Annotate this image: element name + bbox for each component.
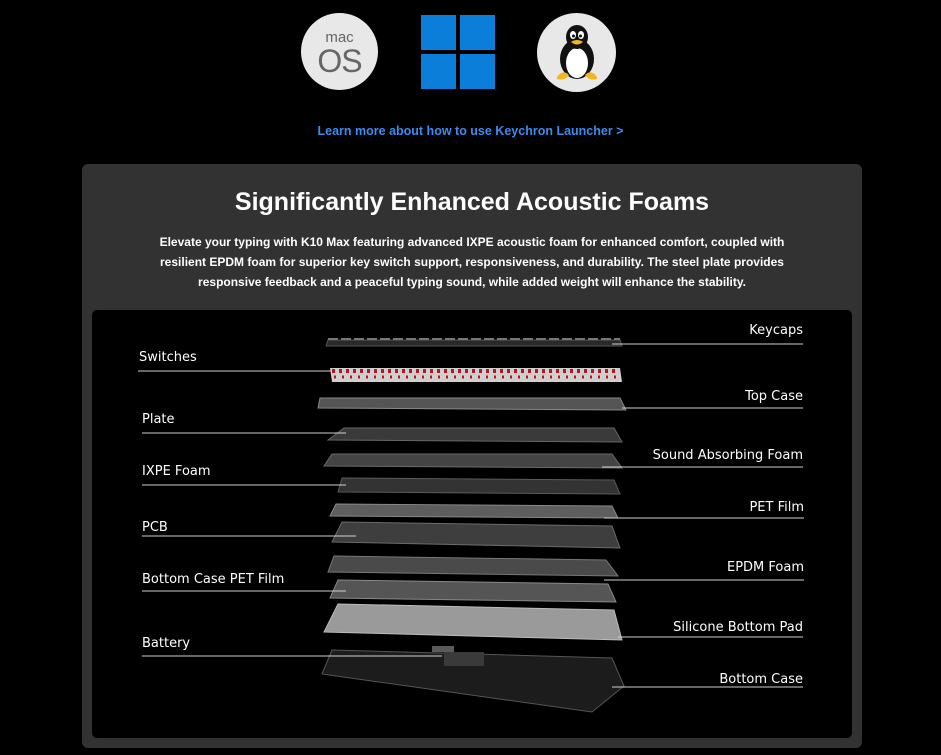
layer-bottom-case-pet-film <box>330 580 616 602</box>
label-ixpe-foam: IXPE Foam <box>142 464 211 479</box>
layer-sound-absorbing-foam <box>324 454 622 468</box>
macos-icon <box>301 13 378 90</box>
layer-plate <box>328 428 622 442</box>
macos-icon-text-small: mac <box>325 29 354 46</box>
acoustic-foams-section <box>82 164 862 748</box>
layer-top-case <box>318 398 626 410</box>
label-bottom-case-pet-film: Bottom Case PET Film <box>142 572 285 587</box>
label-silicone-bottom-pad: Silicone Bottom Pad <box>673 620 803 635</box>
label-switches: Switches <box>139 350 197 365</box>
layer-keycaps <box>326 339 622 346</box>
label-keycaps: Keycaps <box>749 323 803 338</box>
layer-epdm-foam <box>328 556 618 576</box>
layer-silicone-bottom-pad <box>324 604 622 640</box>
section-description: Elevate your typing with K10 Max featuring advanced IXPE acoustic foam for enhanced comfort, coupled with resilient EPDM foam for superior key switch support, responsiveness, and durability. The steel plate provides responsive feedback and a peaceful typing sound, while added weight will enhance the stability. <box>159 235 785 289</box>
layer-ixpe-foam <box>338 478 620 494</box>
macos-icon-text-big: OS <box>317 43 362 79</box>
learn-more-launcher-link[interactable]: Learn more about how to use Keychron Launcher > <box>317 124 624 138</box>
layer-pcb <box>332 522 620 548</box>
label-battery: Battery <box>142 636 191 651</box>
label-top-case: Top Case <box>745 389 803 404</box>
layer-pet-film <box>330 504 618 518</box>
label-epdm-foam: EPDM Foam <box>726 560 804 575</box>
os-support-row <box>0 13 941 93</box>
layer-switches <box>330 368 622 382</box>
label-sound-absorbing-foam: Sound Absorbing Foam <box>652 448 803 463</box>
linux-tux-icon <box>537 13 616 92</box>
label-plate: Plate <box>142 412 175 427</box>
windows-icon <box>421 15 495 89</box>
section-title: Significantly Enhanced Acoustic Foams <box>234 188 710 216</box>
exploded-layer-diagram <box>92 310 852 738</box>
label-pet-film: PET Film <box>749 500 804 515</box>
label-pcb: PCB <box>142 520 168 535</box>
label-bottom-case: Bottom Case <box>719 672 803 687</box>
